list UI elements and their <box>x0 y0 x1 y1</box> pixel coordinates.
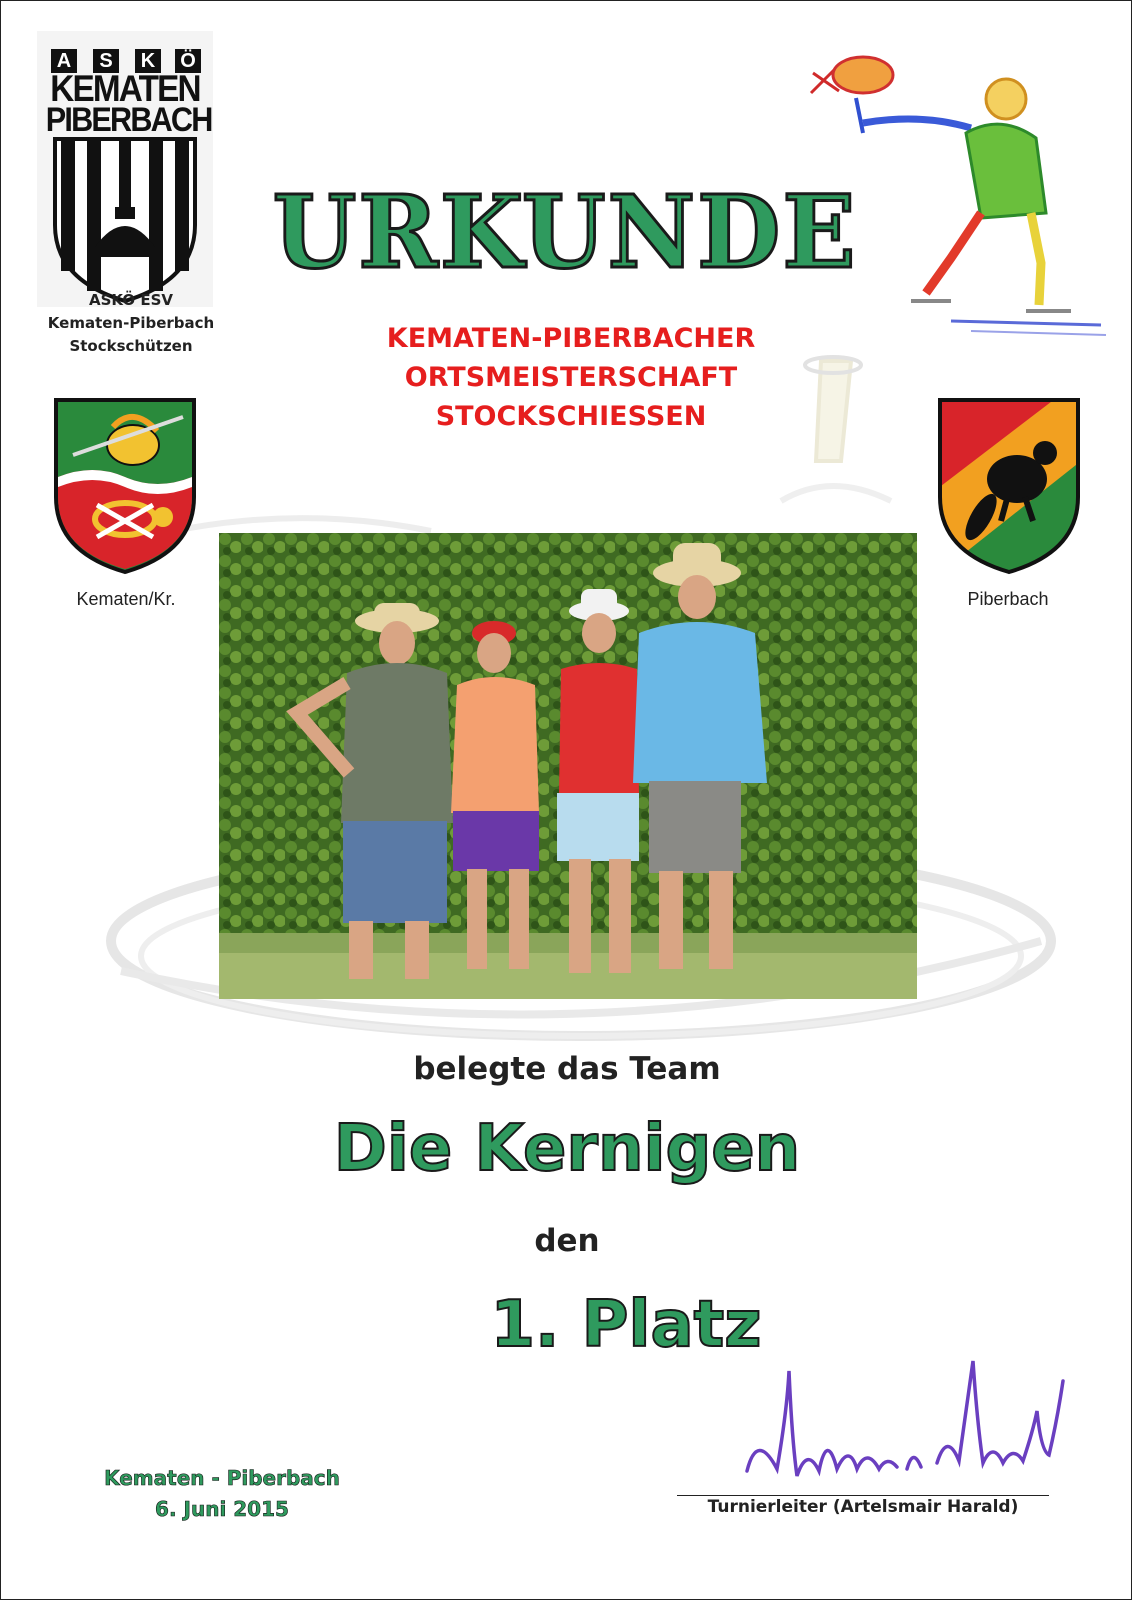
club-caption-line: Stockschützen <box>69 337 193 355</box>
piberbach-crest-icon <box>937 397 1081 575</box>
team-photo <box>219 533 917 999</box>
logo-word-kematen: KEMATEN <box>50 68 200 109</box>
club-caption <box>31 289 231 358</box>
signature-line <box>677 1495 1049 1496</box>
location-date <box>87 1463 357 1525</box>
signature-caption: Turnierleiter (Artelsmair Harald) <box>707 1497 1019 1517</box>
logo-letter: K <box>135 49 161 73</box>
shield-icon <box>51 135 199 305</box>
club-caption-line: Kematen-Piberbach <box>47 314 215 332</box>
crest-right-label: Piberbach <box>967 589 1049 609</box>
location-text: Kematen - Piberbach <box>104 1466 340 1490</box>
date-text: 6. Juni 2015 <box>155 1497 289 1521</box>
logo-letter: A <box>51 49 77 73</box>
placement: 1. Platz <box>490 1288 762 1362</box>
signature-icon <box>737 1351 1067 1501</box>
event-subtitle <box>321 319 821 436</box>
kematen-crest-icon <box>53 397 197 575</box>
subtitle-line: ORTSMEISTERSCHAFT <box>404 362 738 393</box>
logo-word-piberbach: PIBERBACH <box>45 101 212 139</box>
club-logo <box>37 31 213 307</box>
connector-text: den <box>534 1223 600 1259</box>
subtitle-line: KEMATEN-PIBERBACHER <box>386 323 756 354</box>
subtitle-line: STOCKSCHIESSEN <box>435 401 707 432</box>
crest-left-label: Kematen/Kr. <box>76 589 176 609</box>
logo-letter: S <box>93 49 119 73</box>
team-intro-text: belegte das Team <box>413 1051 721 1087</box>
document-title: URKUNDE <box>272 173 858 291</box>
logo-letter: Ö <box>175 49 201 73</box>
club-caption-line: ASKÖ ESV <box>89 291 173 309</box>
team-name: Die Kernigen <box>333 1112 801 1186</box>
